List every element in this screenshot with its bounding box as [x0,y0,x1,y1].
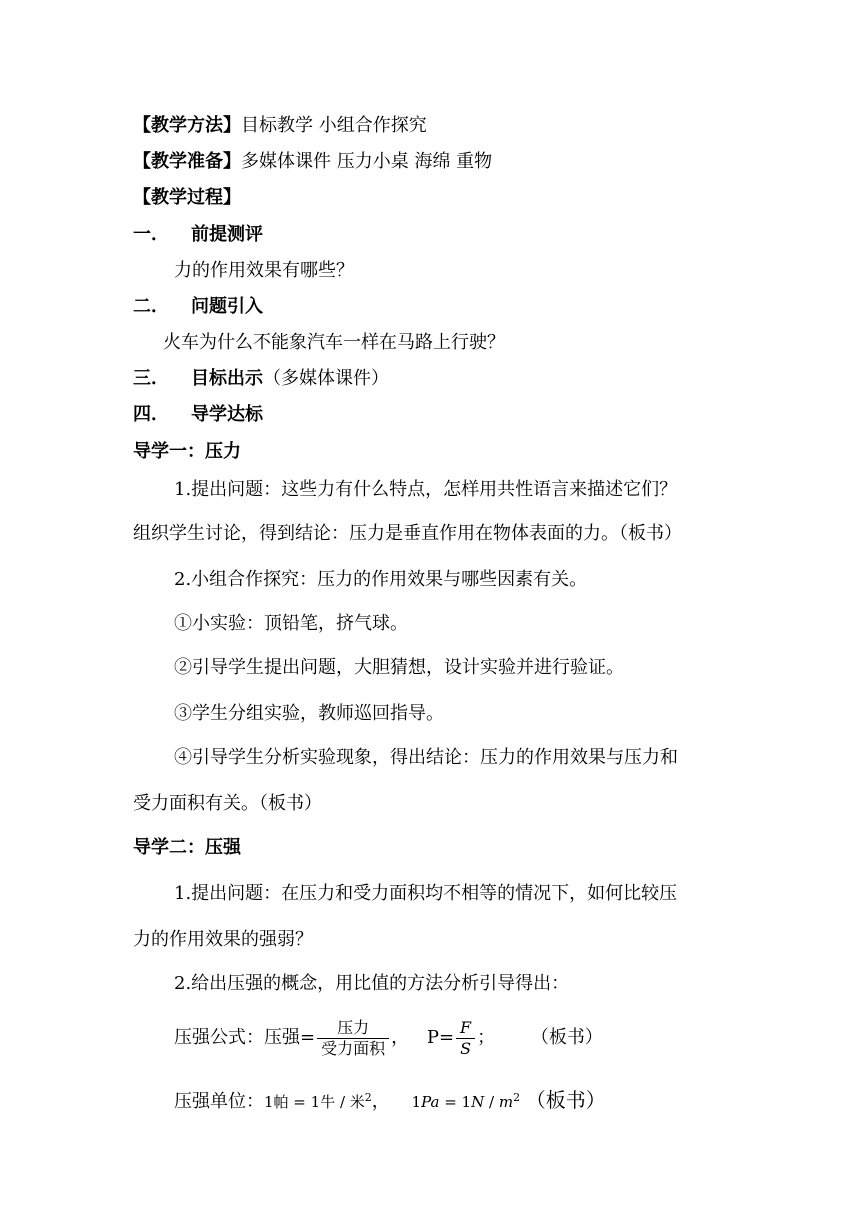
section-label: 【教学准备】 [133,151,241,172]
paragraph: 组织学生讨论，得到结论：压力是垂直作用在物体表面的力。（板书） [133,523,682,544]
teaching-process-heading: 【教学过程】 [133,187,241,208]
formula-semicolon: ； [477,1027,496,1048]
section-text: 目标教学 小组合作探究 [241,115,427,136]
section-2-heading [133,295,263,319]
paragraph: ①小实验：顶铅笔，挤气球。 [174,613,408,634]
pressure-fraction-symbols [456,1018,475,1059]
section-2-body: 火车为什么不能象汽车一样在马路上行驶？ [163,332,505,353]
section-title: 问题引入 [191,296,263,317]
guide-2-title: 导学二：压强 [133,837,241,858]
teaching-methods [133,114,427,138]
paragraph: 2.小组合作探究：压力的作用效果与哪些因素有关。 [174,569,588,590]
paragraph: 2.给出压强的概念，用比值的方法分析引导得出： [174,973,570,994]
fraction-numerator: F [456,1018,475,1039]
formula-label: 压强公式：压强= [174,1027,316,1048]
paragraph: ④引导学生分析实验现象，得出结论：压力的作用效果与压力和 [174,747,678,768]
unit-chinese: 1帕 = 1牛 / 米$^2$ [264,1091,372,1111]
section-title: 导学达标 [191,404,263,425]
pressure-formula [174,1016,603,1060]
paragraph: 1.提出问题：在压力和受力面积均不相等的情况下，如何比较压 [174,883,678,904]
paragraph: ③学生分组实验，教师巡回指导。 [174,703,444,724]
paragraph: 力的作用效果的强弱？ [133,929,313,950]
formula-p-equals: P= [426,1027,455,1048]
section-label: 【教学方法】 [133,115,241,136]
section-3-heading [133,367,389,391]
section-note: （多媒体课件） [263,368,389,389]
section-title: 目标出示 [191,368,263,389]
paragraph: 受力面积有关。（板书） [133,793,322,814]
section-number: 二． [133,296,169,317]
unit-english: $1Pa = 1N / m^2$ [411,1091,521,1111]
fraction-denominator: 受力面积 [321,1038,386,1058]
guide-1-title: 导学一：压力 [133,441,241,462]
teaching-preparation [133,150,492,174]
fraction-numerator: 压力 [317,1018,389,1039]
unit-label: 压强单位： [174,1091,264,1112]
section-number: 一． [133,224,169,245]
section-number: 四． [133,404,169,425]
unit-comma: ， [371,1091,390,1112]
section-4-heading [133,403,263,427]
pressure-fraction-words [317,1018,389,1059]
formula-separator: ， [391,1027,410,1048]
section-title: 前提测评 [191,224,263,245]
section-1-body: 力的作用效果有哪些？ [174,260,354,281]
paragraph: 1.提出问题：这些力有什么特点，怎样用共性语言来描述它们？ [174,479,678,500]
section-1-heading [133,223,263,247]
paragraph: ②引导学生提出问题，大胆猜想，设计实验并进行验证。 [174,657,624,678]
board-note: （板书） [525,1088,606,1112]
section-text: 多媒体课件 压力小桌 海绵 重物 [241,151,493,172]
section-number: 三． [133,368,169,389]
pressure-unit [174,1086,606,1114]
board-note: （板书） [530,1027,603,1048]
fraction-denominator: S [460,1038,472,1058]
